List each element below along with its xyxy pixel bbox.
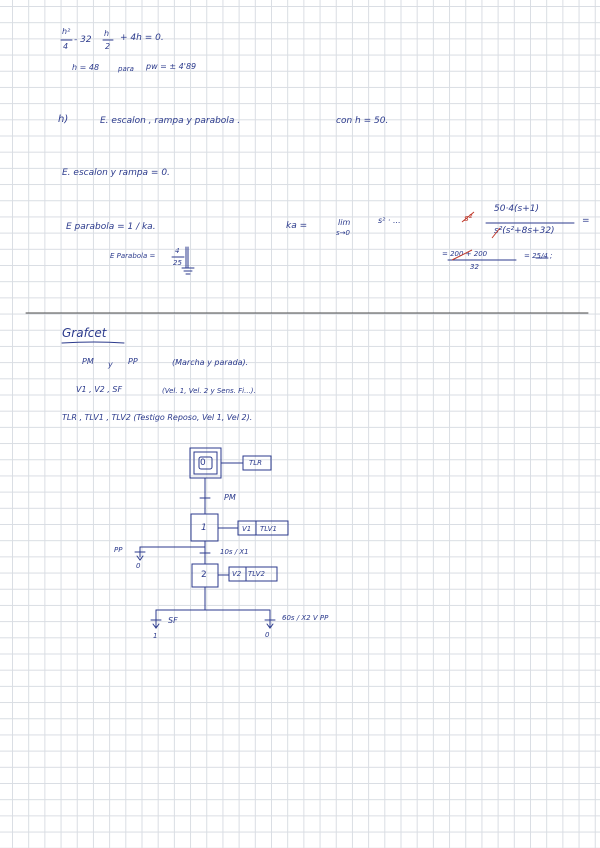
action2b-label: TLV2 [248,570,265,578]
frac2-den: 2 [105,42,111,51]
action2a-label: V2 [232,570,242,578]
line2-b: (Vel. 1, Vel. 2 y Sens. Fi...). [162,387,256,395]
eq-minus: - 32 [74,35,92,45]
red-cancel-2 [492,228,500,238]
frac1-den: 4 [63,42,69,51]
result-final: = 25/4 ; [524,252,553,260]
frac-den: s²(s²+8s+32) [494,226,555,236]
section-h-text: E. escalon , rampa y parabola . [100,116,241,126]
step2-box [192,564,218,587]
trans-60s-zero: 0 [265,631,270,639]
step1-box [191,514,218,541]
trans-pm-label: PM [224,493,236,502]
step2-label: 2 [201,570,207,580]
ground-symbol-1 [182,247,194,274]
lim-sub: s→0 [336,229,350,237]
result-num: = 200 + 200 [442,250,488,258]
trans-sf-label: SF [168,616,178,625]
line1-y: y [108,360,113,369]
section-h-con: con h = 50. [336,116,389,126]
action2-box [229,567,277,581]
line1-b: PP [128,357,138,366]
action1-box [238,521,288,535]
grafcet-underline [62,342,124,343]
frac-num: 50·4(s+1) [494,204,540,214]
action1b-label: TLV1 [260,525,277,533]
line1-c: (Marcha y parada). [172,358,249,367]
root-h: h = 48 [72,63,100,72]
step0-label: 0 [200,458,206,468]
lim-label: lim [338,218,351,227]
action0-box [243,456,271,470]
section-h-label: h) [58,114,69,125]
grafcet-title: Grafcet [62,326,107,340]
step0-inner [194,452,217,474]
escalon-rampa: E. escalon y rampa = 0. [62,168,170,178]
e-parab-den: 25 [173,259,182,267]
frac1-num: h² [62,27,71,36]
line1-a: PM [82,357,94,366]
step1-label: 1 [201,523,207,533]
action0-label: TLR [249,459,263,467]
eq-tail: = [582,216,590,226]
action1a-label: V1 [242,525,252,533]
ka-label: ka = [286,221,308,231]
parabola-lhs: E parabola = 1 / ka. [66,222,156,232]
line3: TLR , TLV1 , TLV2 (Testigo Reposo, Vel 1, Vel 2). [62,413,253,422]
root-para: para [118,65,134,73]
red-strike-s2: s² [464,214,473,224]
trans-sf-one: 1 [153,632,158,640]
red-cancel-3 [452,250,472,260]
e-parab-num: 4 [175,247,180,255]
step0-circle-box [199,457,212,469]
e-parab-label: E Parabola = [110,252,156,260]
line2-a: V1 , V2 , SF [76,385,123,394]
lim-s2: s² · ... [378,216,401,225]
root-pw: pw = ± 4'89 [146,62,197,71]
eq-rest: + 4h = 0. [120,33,164,43]
trans-pp-label: PP [114,546,123,554]
trans-60s-label: 60s / X2 V PP [282,614,329,622]
red-cancel-1 [462,212,474,222]
trans-10s-label: 10s / X1 [220,548,249,556]
trans-pp-zero: 0 [136,562,141,570]
frac2-num: h [104,29,110,38]
result-den: 32 [470,263,479,271]
